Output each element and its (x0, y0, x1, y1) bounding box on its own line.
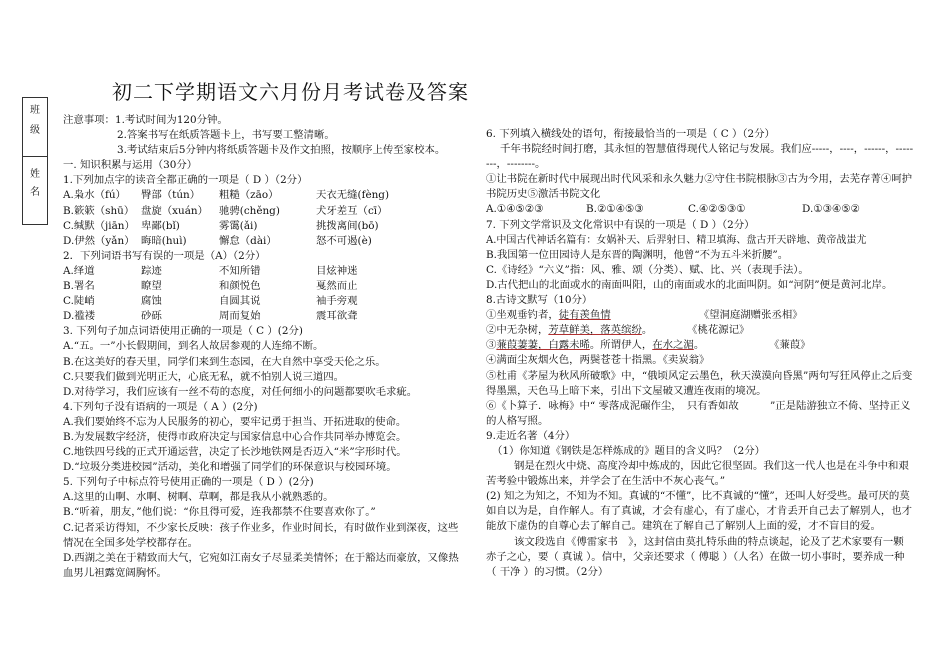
q3-option-b: B.在这美好的春天里，同学们来到生态园，在大自然中享受天伦之乐。 (63, 355, 386, 368)
option-cell: 和颜悦色 (219, 280, 261, 293)
poem-source: 《蒹葭》 (774, 339, 811, 352)
q5-option-d: D.西湖之美在于精致而大气，它宛如江南女子尽显柔美情怀；在于豁达而豪放，又像热血男儿袒露宽阔胸怀。 (63, 551, 459, 579)
q7-option-b: B.我国第一位田园诗人是东晋的陶渊明，他曾“不为五斗米折腰”。 (486, 248, 789, 261)
q2-row-d (63, 309, 468, 324)
notes-line-3: 3.考试结束后5分钟内将纸质答题卡及作文拍照，按顺序上传至家校本。 (117, 144, 446, 157)
choice-d: D.①③④⑤② (802, 203, 860, 216)
q4-option-b: B.为发展数字经济，使得市政府决定与国家信息中心合作共同举办博览会。 (63, 430, 407, 443)
q2-row-b (63, 279, 468, 294)
option-cell: 懈怠（dài） (219, 234, 277, 247)
choice-c: C.④②⑤③① (688, 203, 746, 216)
option-cell: 晦暗(huì) (141, 234, 187, 247)
answer-blank: 芳草鲜美，落英缤纷 (548, 324, 642, 337)
q2-row-a (63, 264, 468, 279)
q6-items: ①让书院在新时代中展现出时代风采和永久魅力②守住书院根脉③古为今用，去芜存菁④呵护书院历史⑤激活书院文化 (486, 173, 913, 201)
q4-option-c: C.地铁四号线的正式开通运营，决定了长沙地铁网是否迈入“米”字形时代。 (63, 446, 407, 459)
q3-option-c: C.只要我们做到光明正大，心底无私，就不怕别人说三道四。 (63, 370, 345, 383)
name-label-2: 名 (30, 187, 40, 198)
q4-option-d: D.“垃圾分类进校园”活动，美化和增强了同学们的环保意识与校园环境。 (63, 461, 397, 474)
q2-row-c (63, 294, 468, 309)
option-cell: 雾霭(ǎi) (219, 219, 258, 232)
option-cell: 戛然而止 (316, 280, 358, 293)
notes-line-1: 注意事项：1.考试时间为120分钟。 (63, 114, 228, 126)
q8-line-4 (486, 353, 914, 368)
q7-stem: 7. 下列文学常识及文化常识中有误的一项是（ D ）（2分） (486, 218, 755, 231)
q9-answer2: 该文段选自《傅雷家书 》，这封信由莫扎特乐曲的特点谈起，论及了艺术家要有一颗赤子之心，要（ 真诚 ）。信中，父亲还要求（ 傅聪 ）（人名）在做一切小事时，要养成一种（ 干净 ）的习惯。（2分） (486, 535, 905, 578)
q5-stem: 5. 下列句子中标点符号使用正确的一项是（ D ）(2分) (63, 476, 314, 489)
option-cell: 盘旋（xuán） (141, 204, 209, 217)
notes-line-2: 2.答案书写在纸质答题卡上，书写要工整清晰。 (117, 129, 335, 142)
option-cell: 目炫神迷 (316, 264, 358, 277)
section-heading: 一. 知识积累与运用（30分） (63, 159, 198, 172)
q1-row-d (63, 234, 468, 249)
option-cell: 天衣无缝(fèng) (316, 189, 390, 202)
q1-row-b (63, 204, 468, 219)
poem-text: ③ (486, 339, 497, 352)
q8-line-2 (486, 323, 914, 338)
option-cell: A.绎道 (63, 264, 95, 277)
q8-line-1 (486, 308, 914, 323)
poem-text: ②中无杂树， (486, 324, 549, 337)
option-cell: C.陡峭 (63, 295, 95, 308)
q4-stem: 4.下列句子没有语病的一项是（ A ）(2分) (63, 400, 258, 413)
option-cell: 驰骋(chěng) (219, 204, 280, 217)
q1-row-a (63, 188, 468, 203)
q8-stem: 8.古诗文默写（10分） (486, 294, 593, 307)
answer-blank: 蒹葭萋萋，白露未晞 (496, 339, 590, 352)
option-cell: B.簌簌（shū） (63, 204, 135, 217)
q3-option-a: A.“五。一”小长假期间，到名人故居参观的人连绵不断。 (63, 340, 324, 353)
q9-stem: 9.走近名著（4分） (486, 429, 576, 442)
option-cell: 周而复始 (219, 310, 261, 323)
option-cell: 砂砾 (141, 310, 162, 323)
option-cell: 不知所错 (219, 264, 261, 277)
option-cell: 自圆其说 (219, 295, 261, 308)
answer-blank: 在水之湄 (652, 339, 694, 352)
option-cell: D.褴褛 (63, 310, 96, 323)
q3-option-d: D.对待学习，我们应该有一丝不苟的态度，对任何细小的问题都要吹毛求疵。 (63, 385, 418, 398)
poem-text: ①坐观垂钓者， (486, 309, 559, 322)
poem-text: ④满面尘灰烟火色，两鬓苍苍十指黑。 (486, 354, 663, 367)
box-divider (23, 156, 47, 157)
option-cell: 踪迹 (141, 264, 162, 277)
choice-a: A.①④⑤②③ (486, 203, 544, 216)
class-label-1: 班 (30, 105, 40, 116)
poem-source: 《桃花源记》 (692, 324, 750, 337)
answer-blank: 徒有羡鱼情 (558, 309, 611, 322)
poem-source: 《卖炭翁》 (662, 354, 710, 367)
q1-row-c (63, 219, 468, 234)
poem-text: 。所谓伊人， (589, 339, 653, 352)
poem-text: 。 (693, 339, 705, 352)
option-cell: 犬牙差互（cī） (316, 204, 388, 217)
option-cell: 怒不可遏(è) (316, 234, 372, 247)
q9-sub1: （1）你知道《钢铁是怎样炼成的》题目的含义吗？（2分） (492, 444, 765, 457)
option-cell: 袖手旁观 (316, 295, 358, 308)
q5-option-b: B.“听着，朋友，”他们说：“你且得可爱，连我都禁不住要喜欢你了。” (63, 506, 376, 519)
option-cell: D.伊然（yǎn） (63, 234, 135, 247)
option-cell: 卑鄙(bǐ) (141, 219, 180, 232)
q4-option-a: A.我们要始终不忘为人民服务的初心，要牢记勇于担当、开拓进取的使命。 (63, 415, 407, 428)
option-cell: 臀部（tún） (141, 189, 201, 202)
class-label-2: 级 (30, 125, 40, 136)
q7-option-a: A.中国古代神话名篇有：女娲补天、后羿射日、精卫填海、盘古开天辟地、黄帝战蚩尤 (486, 234, 867, 246)
q5-option-a: A.这里的山啊、水啊、树啊、草啊，都是我从小就熟悉的。 (63, 491, 334, 504)
option-cell: B.署名 (63, 280, 95, 293)
q6-stem: 6. 下列填入横线处的语句，衔接最恰当的一项是（ C ）（2分） (486, 128, 775, 140)
poem-text: 。 (641, 324, 653, 337)
option-cell: C.缄默（jiān） (63, 219, 135, 232)
name-label-1: 姓 (30, 169, 40, 180)
q7-option-d: D.古代把山的北面或水的南面叫阳，山的南面或水的北面叫阴。如“河阴”便是黄河北岸。 (486, 278, 893, 291)
q3-stem: 3. 下列句子加点词语使用正确的一项是（ C ）(2分) (63, 325, 303, 338)
page-title: 初二下学期语文六月份月考试卷及答案 (112, 80, 469, 104)
q8-line-3 (486, 338, 914, 353)
right-column (486, 127, 914, 580)
option-cell: 瞭望 (141, 280, 162, 293)
poem-source: 《望洞庭湖赠张丞相》 (698, 309, 803, 322)
q1-stem: 1.下列加点字的读音全都正确的一项是（ D ）（2分） (63, 174, 308, 187)
option-cell: A.枭水（fú） (63, 189, 126, 202)
option-cell: 挑拨离间(bō) (316, 219, 379, 232)
q6-choices (486, 202, 914, 217)
q5-option-c: C.记者采访得知，不少家长反映：孩子作业多，作业时间长，有时做作业到深夜，这些情况在全国多处学校都存在。 (63, 521, 459, 549)
q8-line-5: ⑤杜甫《茅屋为秋风所破歌》中，“俄顷风定云墨色，秋天漠漠向昏黑”两句写狂风停止之后变得墨黑，天色马上暗下来，引出下文屋破又遭连夜雨的境况。 (486, 369, 913, 397)
class-name-box (22, 97, 48, 225)
q2-stem: 2．下列词语书写有误的一项是（A）（2分） (63, 249, 266, 262)
q9-answer1: 钢是在烈火中烧、高度冷却中炼成的，因此它很坚固。我们这一代人也是在斗争中和艰苦考验中锻炼出来，并学会了在生活中不灰心丧气。” (486, 460, 909, 488)
left-column (63, 113, 468, 581)
option-cell: 震耳欲聋 (316, 310, 358, 323)
option-cell: 腐蚀 (141, 295, 162, 308)
q7-option-c: C.《诗经》“六义”指：风、雅、颂（分类）、赋、比、兴（表现手法）。 (486, 263, 809, 276)
q6-lead: 千年书院经时间打磨，其永恒的智慧值得现代人铭记与发展。我们应-----，----，------，--------，--------。 (486, 143, 914, 171)
option-cell: 粗糙（zāo） (219, 189, 279, 202)
q8-line-6: ⑥《卜算子．咏梅》中“ 零落成泥碾作尘， 只有香如故 ”正是陆游独立不倚、坚持正义的人格写照。 (486, 399, 911, 427)
choice-b: B.②①④⑤③ (586, 203, 644, 216)
q9-sub2: (2) 知之为知之，不知为不知。真诚的“不懂”，比不真诚的“懂”，还叫人好受些。最可厌的莫如自以为是，自作解人。有了真诚，才会有虚心，有了虚心，才肯丢开自己去了解别人，也才能放下虚伪的自尊心去了解自己。建筑在了解自己了解别人上面的爱，才不盲目的爱。 (486, 490, 913, 533)
